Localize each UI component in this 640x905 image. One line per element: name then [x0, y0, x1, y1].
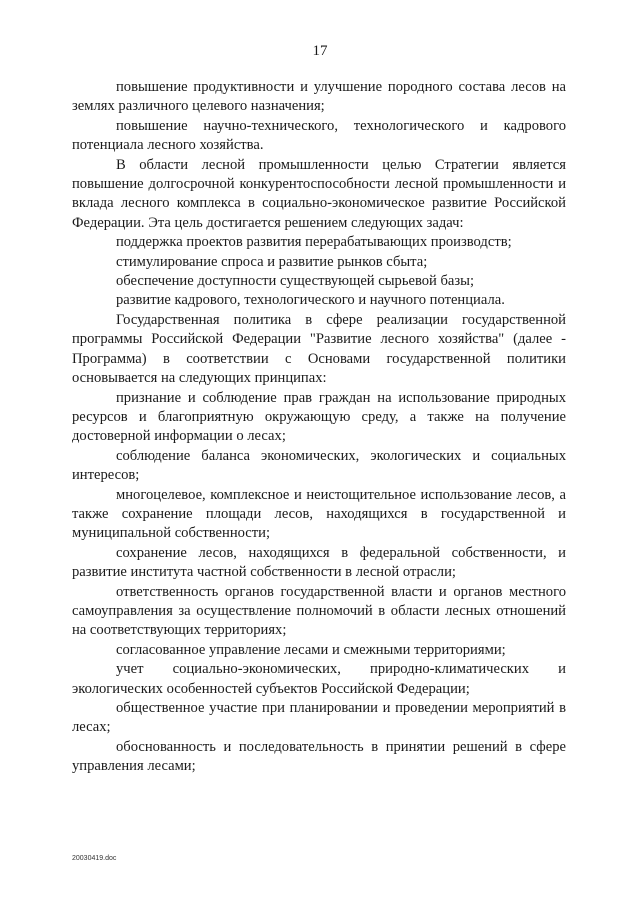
list-item: обоснованность и последовательность в принятии решений в сфере управления лесами; — [72, 738, 566, 775]
list-item: ответственность органов государственной власти и органов местного самоуправления за осуществление полномочий в области лесных отношений на соответствующих территориях; — [72, 583, 566, 639]
list-item: учет социально-экономических, природно-климатических и экологических особенностей субъектов Российской Федерации; — [72, 661, 566, 697]
paragraph: Государственная политика в сфере реализации государственной программы Российской Федерации "Развитие лесного хозяйства" (далее - Программа) в соответствии с Основами государственной политики основывается на следующих принципах: — [72, 311, 566, 387]
list-item: стимулирование спроса и развитие рынков сбыта; — [116, 253, 428, 270]
list-item: поддержка проектов развития перерабатывающих производств; — [116, 234, 512, 251]
page-number: 17 — [312, 43, 328, 59]
list-item: соблюдение баланса экономических, экологических и социальных интересов; — [72, 447, 566, 484]
list-item: признание и соблюдение прав граждан на использование природных ресурсов и благоприятную окружающую среду, а также на получение достоверной информации о лесах; — [72, 389, 566, 445]
list-item: обеспечение доступности существующей сырьевой базы; — [116, 273, 475, 290]
paragraph: повышение научно-технического, технологического и кадрового потенциала лесного хозяйства. — [72, 117, 566, 154]
list-item: развитие кадрового, технологического и научного потенциала. — [116, 292, 505, 309]
list-item: общественное участие при планировании и проведении мероприятий в лесах; — [72, 700, 566, 736]
file-name-footer: 20030419.doc — [72, 855, 117, 862]
list-item: согласованное управление лесами и смежными территориями; — [116, 641, 506, 658]
list-item: многоцелевое, комплексное и неистощительное использование лесов, а также сохранение площади лесов, находящихся в государственной и муниципальной собственности; — [72, 486, 566, 542]
document-body — [72, 78, 566, 777]
paragraph: повышение продуктивности и улучшение породного состава лесов на землях различного целевого назначения; — [72, 79, 566, 115]
list-item: сохранение лесов, находящихся в федеральной собственности, и развитие института частной собственности в лесной отрасли; — [72, 544, 566, 581]
paragraph: В области лесной промышленности целью Стратегии является повышение долгосрочной конкурентоспособности лесной промышленности и вклада лесного комплекса в социально-экономическое развитие Российской Федерации. Эта цель достигается решением следующих задач: — [72, 156, 566, 231]
